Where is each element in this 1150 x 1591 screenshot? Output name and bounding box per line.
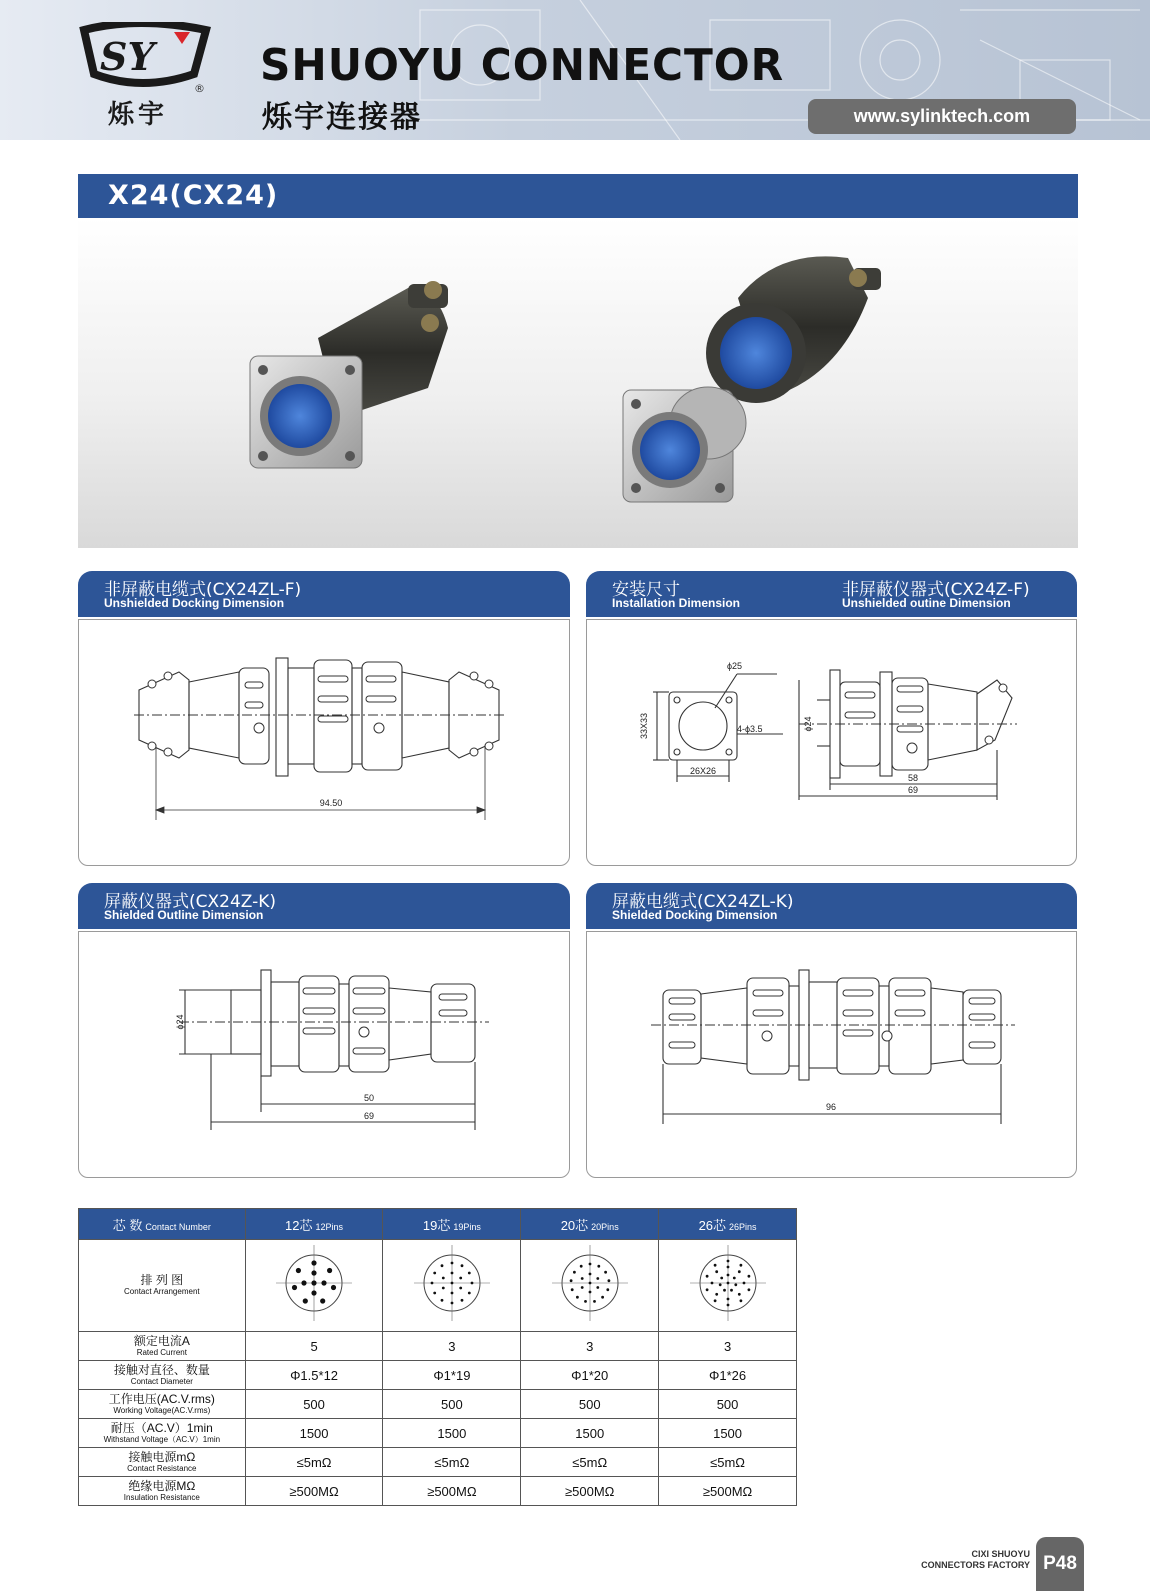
table-header-row — [79, 1209, 797, 1240]
pin-dot — [442, 1277, 445, 1280]
pin-dot — [739, 1264, 742, 1267]
unshielded-docking-drawing — [79, 620, 569, 865]
footer-line-1: CIXI SHUOYU — [971, 1549, 1030, 1559]
pin-dot — [713, 1299, 716, 1302]
footer-line-2: CONNECTORS FACTORY — [921, 1560, 1030, 1570]
pin-dot — [726, 1266, 729, 1269]
table-cell: Φ1*19 — [383, 1361, 521, 1390]
header-col-12: 12芯 12Pins — [245, 1209, 383, 1240]
pin-layout-20-icon — [521, 1240, 659, 1332]
pin-layout-12-icon — [245, 1240, 383, 1332]
pin-dot — [747, 1288, 750, 1291]
pin-dot — [571, 1288, 574, 1291]
dim-phi24: ϕ24 — [175, 1014, 185, 1030]
dim-phi24: ϕ24 — [803, 716, 813, 732]
pin-dot — [450, 1292, 453, 1295]
table-cell: ≥500MΩ — [659, 1477, 797, 1506]
pin-dot — [596, 1286, 599, 1289]
pin-dot — [459, 1277, 462, 1280]
table-cell: 500 — [383, 1390, 521, 1419]
pin-dot — [580, 1265, 583, 1268]
pin-dot — [723, 1289, 726, 1292]
panel-unshielded-docking-drawing — [78, 619, 570, 866]
pin-dot — [442, 1287, 445, 1290]
pin-dot — [450, 1282, 453, 1285]
table-cell: 3 — [383, 1332, 521, 1361]
footer-company — [880, 1549, 1030, 1571]
pin-dot — [720, 1277, 723, 1280]
row-label: 接触电源mΩ Contact Resistance — [79, 1448, 246, 1477]
pin-dot — [576, 1296, 579, 1299]
pin-dot — [715, 1293, 718, 1296]
pin-dot — [468, 1272, 471, 1275]
brand-name-chinese: 烁宇连接器 — [262, 100, 422, 135]
pin-dot — [737, 1270, 740, 1273]
panel-title-en: Shielded Outline Dimension — [104, 908, 264, 922]
pin-layout-19-icon — [383, 1240, 521, 1332]
pin-dot — [737, 1293, 740, 1296]
pin-dot — [588, 1273, 591, 1276]
pin-dot — [459, 1287, 462, 1290]
pin-dot — [607, 1279, 610, 1282]
pin-dot — [569, 1279, 572, 1282]
page-header — [0, 0, 1150, 140]
panel-header-shielded-docking — [586, 883, 1077, 929]
product-title-bar — [78, 174, 1078, 218]
pin-dot — [739, 1299, 742, 1302]
pin-dot — [301, 1280, 306, 1285]
pin-dot — [311, 1280, 316, 1285]
pin-dot — [440, 1264, 443, 1267]
pin-dot — [321, 1280, 326, 1285]
pin-dot — [320, 1298, 325, 1303]
table-cell: 1500 — [659, 1419, 797, 1448]
dim-69: 69 — [907, 785, 919, 795]
pin-dot — [303, 1298, 308, 1303]
pin-dot — [715, 1270, 718, 1273]
panel-title-right-en: Unshielded outine Dimension — [842, 596, 1011, 610]
dim-length: 94.50 — [319, 798, 343, 808]
panel-header-installation — [586, 571, 1077, 617]
table-cell: ≤5mΩ — [659, 1448, 797, 1477]
pin-dot — [596, 1277, 599, 1280]
pin-dot — [705, 1275, 708, 1278]
pin-dot — [581, 1286, 584, 1289]
table-cell: ≥500MΩ — [521, 1477, 659, 1506]
table-cell: 500 — [521, 1390, 659, 1419]
table-cell: ≥500MΩ — [383, 1477, 521, 1506]
specification-table — [78, 1208, 797, 1506]
table-cell: 1500 — [383, 1419, 521, 1448]
pin-dot — [296, 1268, 301, 1273]
dim-holes: 4-ϕ3.5 — [737, 724, 763, 734]
panel-shielded-outline-drawing — [78, 931, 570, 1178]
installation-dimension-drawing — [587, 620, 1076, 865]
table-row — [79, 1419, 797, 1448]
pin-dot — [734, 1283, 737, 1286]
row-label: 额定电流A Rated Current — [79, 1332, 246, 1361]
pin-dot — [604, 1271, 607, 1274]
page-number: P48 — [1036, 1537, 1084, 1591]
panel-title-cn: 屏蔽电缆式(CX24ZL-K) — [612, 892, 794, 912]
pin-dot — [311, 1270, 316, 1275]
table-cell: Φ1*20 — [521, 1361, 659, 1390]
table-cell: ≤5mΩ — [245, 1448, 383, 1477]
row-label: 耐压（AC.V）1min Withstand Voltage（AC.V）1min — [79, 1419, 246, 1448]
table-row — [79, 1448, 797, 1477]
pin-dot — [584, 1300, 587, 1303]
pin-dot — [588, 1263, 591, 1266]
pin-dot — [450, 1262, 453, 1265]
pin-dot — [732, 1277, 735, 1280]
pin-dot — [331, 1285, 336, 1290]
dim-33x33: 33X33 — [639, 712, 649, 740]
pin-dot — [573, 1271, 576, 1274]
table-row-arrangement — [79, 1240, 797, 1332]
panel-title-left-en: Installation Dimension — [612, 596, 741, 610]
pin-dot — [730, 1289, 733, 1292]
dim-26x26: 26X26 — [689, 766, 717, 776]
panel-header-shielded-outline — [78, 883, 570, 929]
dim-96: 96 — [825, 1102, 837, 1112]
panel-title-en: Shielded Docking Dimension — [612, 908, 778, 922]
pin-dot — [327, 1268, 332, 1273]
table-cell: ≤5mΩ — [521, 1448, 659, 1477]
pin-dot — [430, 1282, 433, 1285]
pin-dot — [450, 1272, 453, 1275]
dim-phi25: ϕ25 — [727, 661, 743, 671]
row-label: 排 列 图 Contact Arrangement — [79, 1240, 246, 1332]
table-cell: 1500 — [245, 1419, 383, 1448]
header-col-19: 19芯 19Pins — [383, 1209, 521, 1240]
panel-title-en: Unshielded Docking Dimension — [104, 596, 285, 610]
table-row — [79, 1477, 797, 1506]
pin-dot — [468, 1292, 471, 1295]
pin-dot — [597, 1265, 600, 1268]
table-row — [79, 1361, 797, 1390]
logo-mark-icon — [78, 22, 213, 94]
pin-dot — [470, 1282, 473, 1285]
pin-dot — [581, 1277, 584, 1280]
table-cell: Φ1.5*12 — [245, 1361, 383, 1390]
panel-title-cn: 屏蔽仪器式(CX24Z-K) — [104, 892, 277, 912]
pin-dot — [588, 1291, 591, 1294]
logo-chinese-name: 烁宇 — [108, 100, 169, 130]
pin-dot — [292, 1285, 297, 1290]
pin-dot — [440, 1299, 443, 1302]
pin-dot — [726, 1274, 729, 1277]
pin-dot — [705, 1288, 708, 1291]
panel-shielded-docking-drawing — [586, 931, 1077, 1178]
panel-installation-drawing — [586, 619, 1077, 866]
pin-dot — [450, 1302, 453, 1305]
pin-dot — [747, 1275, 750, 1278]
table-cell: Φ1*26 — [659, 1361, 797, 1390]
pin-dot — [311, 1290, 316, 1295]
panel-title-left-cn: 安装尺寸 — [612, 580, 680, 600]
pin-dot — [742, 1282, 745, 1285]
pin-dot — [601, 1296, 604, 1299]
pin-dot — [606, 1288, 609, 1291]
website-url[interactable]: www.sylinktech.com — [808, 99, 1076, 134]
pin-dot — [726, 1298, 729, 1301]
svg-text:SY: SY — [100, 34, 155, 79]
header-contact-number: 芯 数 Contact Number — [79, 1209, 246, 1240]
pin-layout-26-icon — [659, 1240, 797, 1332]
table-cell: 3 — [659, 1332, 797, 1361]
header-col-26: 26芯 26Pins — [659, 1209, 797, 1240]
table-cell: ≥500MΩ — [245, 1477, 383, 1506]
pin-dot — [713, 1264, 716, 1267]
dim-69: 69 — [363, 1111, 375, 1121]
table-cell: 1500 — [521, 1419, 659, 1448]
dim-50: 50 — [363, 1093, 375, 1103]
table-cell: 3 — [521, 1332, 659, 1361]
shielded-docking-drawing — [587, 932, 1076, 1177]
pin-dot — [726, 1304, 729, 1307]
table-cell: 500 — [245, 1390, 383, 1419]
pin-dot — [726, 1260, 729, 1263]
table-row — [79, 1390, 797, 1419]
dim-58: 58 — [907, 773, 919, 783]
pin-dot — [593, 1300, 596, 1303]
table-cell: ≤5mΩ — [383, 1448, 521, 1477]
connector-photo-illustration — [78, 218, 1078, 548]
product-title: X24(CX24) — [108, 180, 279, 211]
pin-dot — [726, 1282, 729, 1285]
pin-dot — [460, 1264, 463, 1267]
pin-dot — [710, 1282, 713, 1285]
header-col-20: 20芯 20Pins — [521, 1209, 659, 1240]
assembled-connector-image — [250, 281, 448, 468]
panel-title-cn: 非屏蔽电缆式(CX24ZL-F) — [104, 580, 302, 600]
panel-receptacle-image — [623, 387, 746, 502]
table-cell: 5 — [245, 1332, 383, 1361]
pin-dot — [460, 1299, 463, 1302]
cable-plug-image — [706, 256, 881, 403]
pin-dot — [433, 1272, 436, 1275]
company-logo — [78, 22, 213, 132]
panel-header-unshielded-docking — [78, 571, 570, 617]
row-label: 绝缘电源MΩ Insulation Resistance — [79, 1477, 246, 1506]
row-label: 接触对直径、数量 Contact Diameter — [79, 1361, 246, 1390]
pin-dot — [433, 1292, 436, 1295]
product-photo — [78, 218, 1078, 548]
panel-title-right-cn: 非屏蔽仪器式(CX24Z-F) — [842, 580, 1030, 600]
pin-dot — [311, 1260, 316, 1265]
row-label: 工作电压(AC.V.rms) Working Voltage(AC.V.rms) — [79, 1390, 246, 1419]
pin-dot — [718, 1283, 721, 1286]
pin-dot — [588, 1282, 591, 1285]
registered-mark: ® — [194, 82, 205, 95]
table-row — [79, 1332, 797, 1361]
brand-name-english: SHUOYU CONNECTOR — [260, 40, 785, 91]
shielded-outline-drawing — [79, 932, 569, 1177]
table-cell: 500 — [659, 1390, 797, 1419]
